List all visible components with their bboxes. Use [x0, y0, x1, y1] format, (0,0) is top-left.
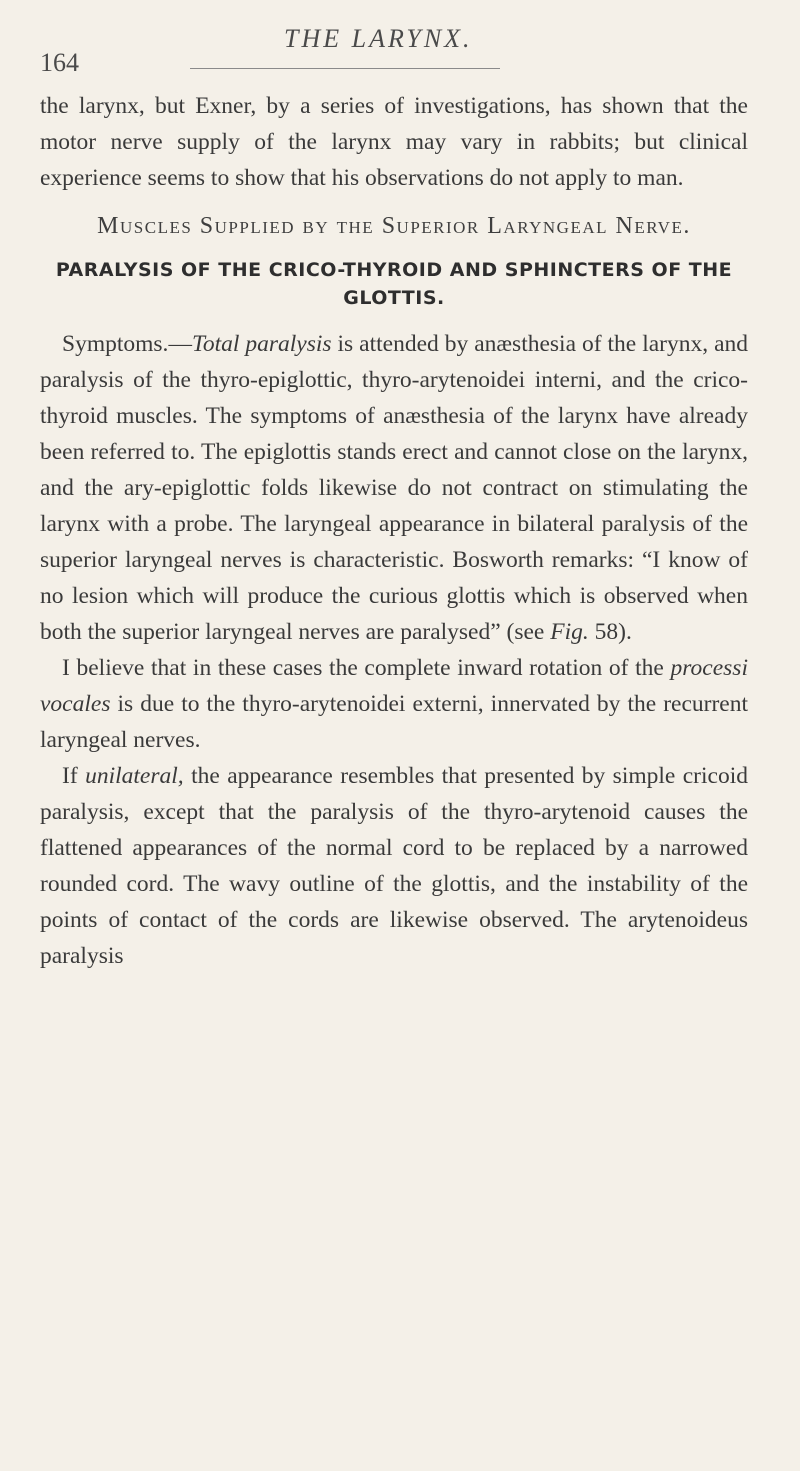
belief-italic: processi vocales [40, 655, 748, 717]
symptoms-dash: — [168, 331, 192, 357]
unilateral-text-before: If [62, 763, 86, 789]
paragraph-symptoms [40, 326, 748, 650]
section-heading: Muscles Supplied by the Superior Laryngeal Nerve. [97, 213, 691, 239]
unilateral-italic: unilateral, [85, 763, 184, 789]
figure-number: 58). [588, 619, 632, 645]
paragraph-belief [40, 650, 748, 758]
figure-ref: Fig. [550, 619, 589, 645]
page-number: 164 [40, 48, 79, 77]
subheading: PARALYSIS OF THE CRICO-THYROID AND SPHINCTERS OF THE GLOTTIS. [55, 259, 733, 309]
symptoms-italic: Total paralysis [191, 331, 332, 357]
symptoms-lead: Symptoms. [62, 331, 169, 357]
header-rule [190, 68, 500, 69]
page-header [40, 24, 748, 77]
belief-text-after: is due to the thyro-arytenoidei externi, innervated by the recurrent laryngeal nerves. [40, 691, 748, 753]
unilateral-text-after: the appearance resembles that presented by simple cricoid paralysis, except that the paralysis of the thyro-arytenoid causes the flattened appearances of the normal cord to be replaced by a narrowed rounded cord. The wavy outline of the glottis, and the instability of the points of contact of the cords are likewise observed. The arytenoideus paralysis [40, 763, 748, 969]
body-text [40, 88, 748, 974]
symptoms-text: is attended by anæsthesia of the larynx, and paralysis of the thyro-epiglottic, thyro-arytenoidei interni, and the crico-thyroid muscles. The symptoms of anæsthesia of the larynx have already been referred to. The epiglottis stands erect and cannot close on the larynx, and the ary-epiglottic folds likewise do not contract on stimulating the larynx with a probe. The laryngeal appearance in bilateral paralysis of the superior laryngeal nerves is characteristic. Bosworth remarks: “I know of no lesion which will produce the curious glottis which is observed when both the superior laryngeal nerves are paralysed” (see [40, 331, 748, 645]
paragraph-continuation: the larynx, but Exner, by a series of investigations, has shown that the motor nerve supply of the larynx may vary in rabbits; but clinical experience seems to show that his observations do not apply to man. [40, 93, 748, 191]
belief-text-before: I believe that in these cases the complete inward rotation of the [62, 655, 671, 681]
paragraph-unilateral [40, 758, 748, 974]
running-head: THE LARYNX. [284, 24, 473, 53]
